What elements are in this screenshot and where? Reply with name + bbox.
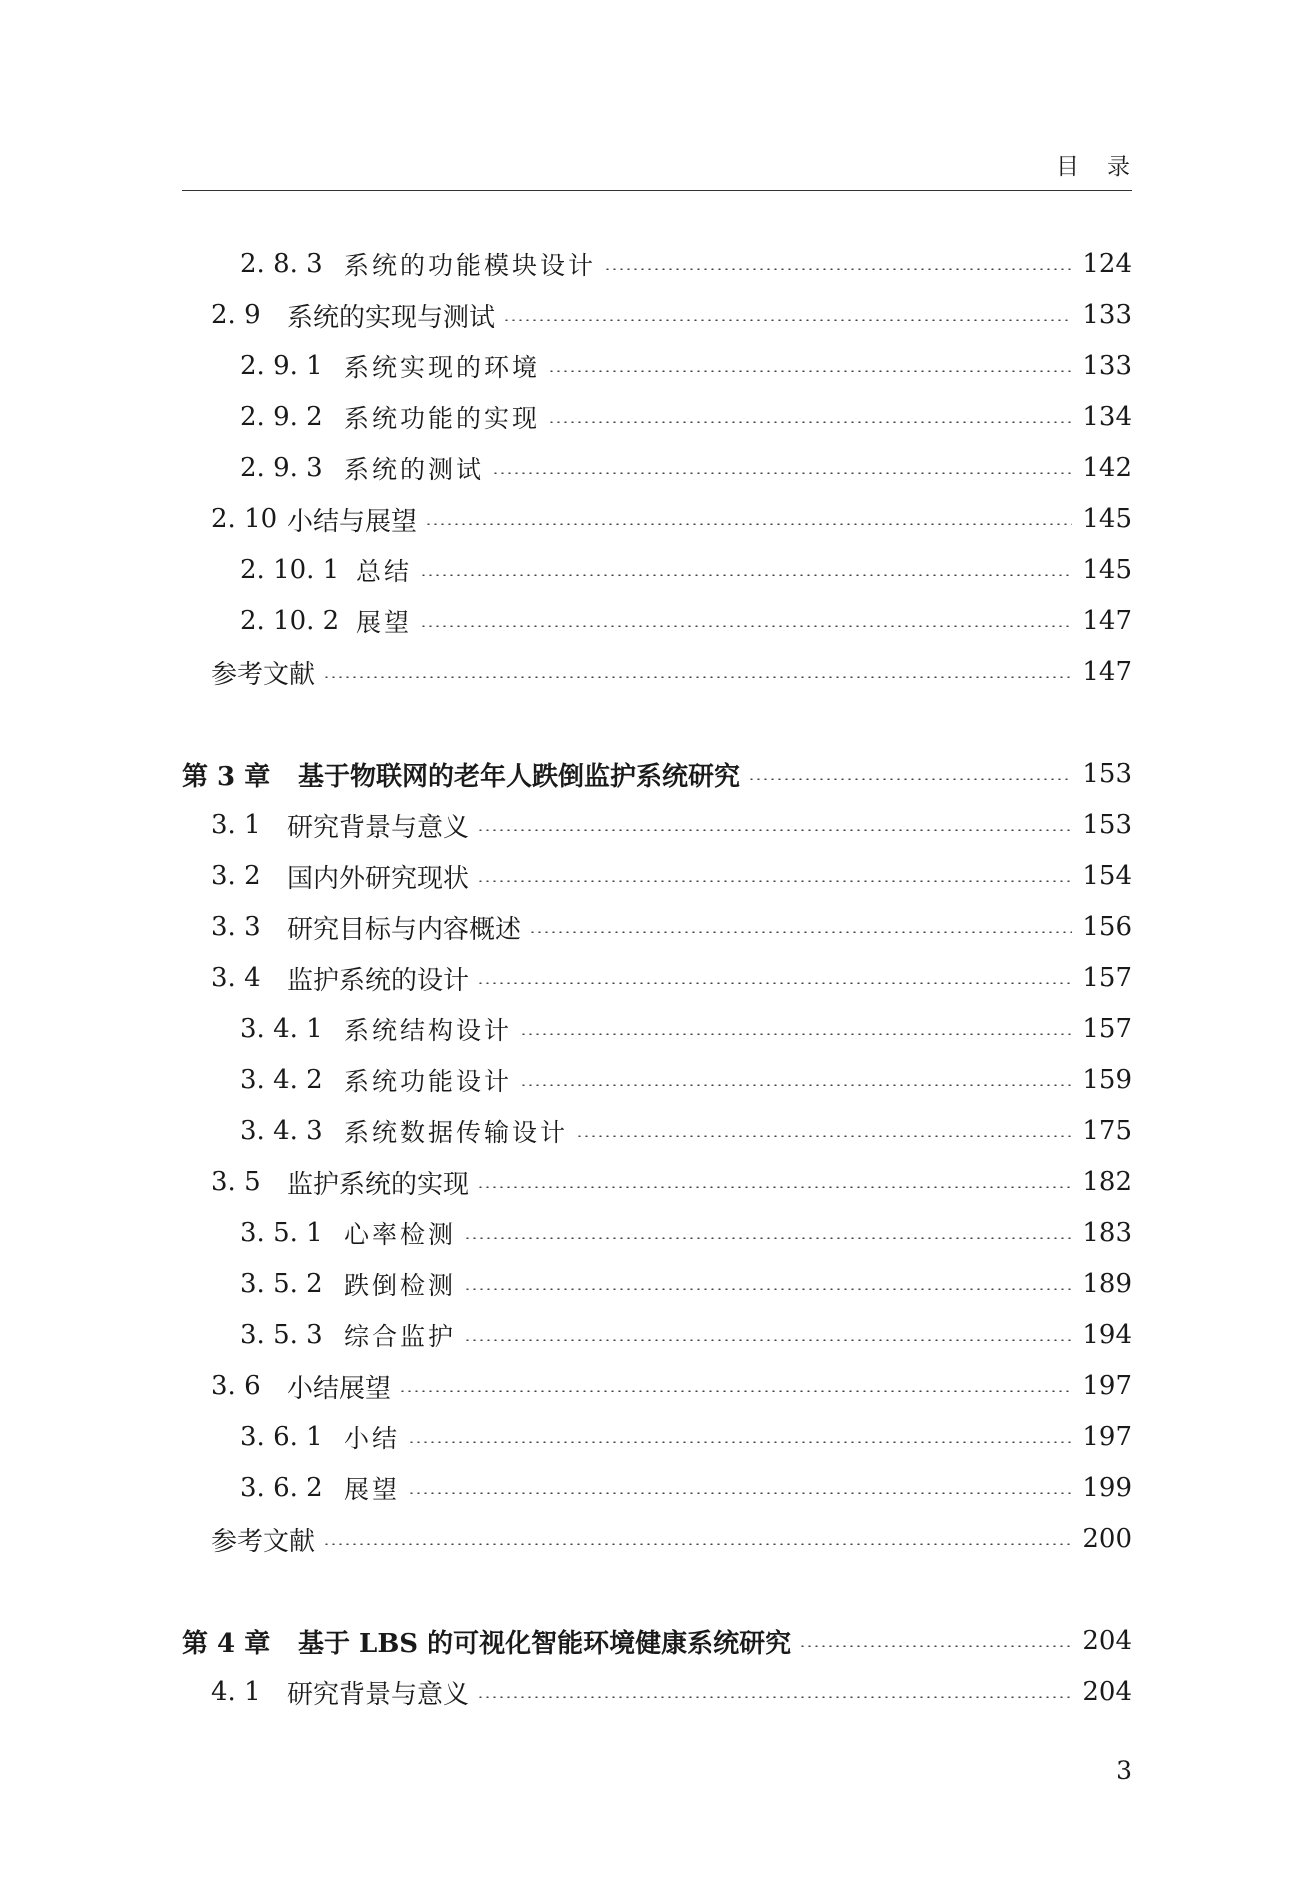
dot-leader — [477, 829, 1072, 831]
toc-entry[interactable] — [182, 1315, 1132, 1355]
toc-entry-title: 系统功能的实现 — [344, 404, 541, 433]
toc-entry[interactable] — [182, 805, 1132, 845]
dot-leader — [323, 1543, 1072, 1545]
toc-entry[interactable] — [182, 1366, 1132, 1406]
dot-leader — [420, 574, 1072, 576]
toc-entry-page: 145 — [1082, 555, 1132, 585]
dot-leader — [477, 1186, 1072, 1188]
toc-entry-page: 182 — [1082, 1167, 1132, 1197]
toc-entry-page: 157 — [1082, 1014, 1132, 1044]
dot-leader — [548, 370, 1072, 372]
dot-leader — [477, 880, 1072, 882]
toc-entry-page: 189 — [1082, 1269, 1132, 1299]
dot-leader — [576, 1135, 1072, 1137]
toc-entry-page: 204 — [1082, 1626, 1132, 1656]
toc-entry-number: 3. 5. 2 — [240, 1269, 323, 1299]
toc-entry-title: 系统数据传输设计 — [344, 1118, 569, 1147]
dot-leader — [425, 523, 1072, 525]
toc-entry-number: 3. 2 — [211, 861, 261, 891]
toc-entry-title: 基于物联网的老年人跌倒监护系统研究 — [298, 761, 741, 792]
toc-entry[interactable] — [182, 397, 1132, 437]
toc-entry-page: 147 — [1082, 657, 1132, 687]
toc-entry-number: 2. 9. 3 — [240, 453, 323, 483]
toc-entry[interactable] — [182, 244, 1132, 284]
toc-entry-page: 153 — [1082, 759, 1132, 789]
dot-leader — [748, 778, 1072, 780]
toc-entry-title: 研究背景与意义 — [287, 1679, 470, 1710]
dot-leader — [323, 676, 1072, 678]
toc-entry-number: 3. 4. 3 — [240, 1116, 323, 1146]
toc-entry-page: 153 — [1082, 810, 1132, 840]
toc-entry-title: 小结与展望 — [287, 506, 418, 537]
toc-entry-title: 系统实现的环境 — [344, 353, 541, 382]
toc-entry-number: 3. 4. 1 — [240, 1014, 323, 1044]
toc-entry-page: 156 — [1082, 912, 1132, 942]
toc-entry-page: 194 — [1082, 1320, 1132, 1350]
toc-entry[interactable] — [182, 1519, 1132, 1559]
toc-entry-title: 综合监护 — [344, 1322, 457, 1351]
toc-entry[interactable] — [182, 1213, 1132, 1253]
dot-leader — [464, 1237, 1072, 1239]
toc-entry-number: 3. 1 — [211, 810, 261, 840]
toc-entry[interactable] — [182, 958, 1132, 998]
toc-entry-page: 145 — [1082, 504, 1132, 534]
toc-entry[interactable] — [182, 499, 1132, 539]
dot-leader — [548, 421, 1072, 423]
toc-entry-title: 研究背景与意义 — [287, 812, 470, 843]
header-title: 目录 — [1056, 154, 1158, 180]
toc-entry-title: 总结 — [356, 557, 413, 586]
toc-entry-page: 147 — [1082, 606, 1132, 636]
dot-leader — [477, 982, 1072, 984]
toc-entry-title: 系统功能设计 — [344, 1067, 513, 1096]
toc-entry-title: 展望 — [344, 1475, 401, 1504]
dot-leader — [464, 1339, 1072, 1341]
toc-entry[interactable] — [182, 1468, 1132, 1508]
toc-entry-page: 157 — [1082, 963, 1132, 993]
toc-entry-number: 2. 9 — [211, 300, 261, 330]
toc-entry-page: 133 — [1082, 351, 1132, 381]
toc-entry[interactable] — [182, 1417, 1132, 1457]
toc-entry-page: 154 — [1082, 861, 1132, 891]
toc-entry[interactable] — [182, 652, 1132, 692]
toc-entry-number: 3. 4 — [211, 963, 261, 993]
toc-entry-number: 3. 6. 2 — [240, 1473, 323, 1503]
toc-entry-number: 3. 6 — [211, 1371, 261, 1401]
toc-entry-number: 3. 6. 1 — [240, 1422, 323, 1452]
toc-entry[interactable] — [182, 1009, 1132, 1049]
toc-entry[interactable] — [182, 1162, 1132, 1202]
toc-entry-page: 159 — [1082, 1065, 1132, 1095]
toc-entry-number: 2. 9. 1 — [240, 351, 323, 381]
toc-entry-title: 监护系统的设计 — [287, 965, 470, 996]
toc-entry[interactable] — [182, 295, 1132, 335]
toc-entry-title: 系统的实现与测试 — [287, 302, 496, 333]
toc-entry-title: 系统结构设计 — [344, 1016, 513, 1045]
toc-entry-page: 175 — [1082, 1116, 1132, 1146]
dot-leader — [420, 625, 1072, 627]
toc-entry[interactable] — [182, 1264, 1132, 1304]
toc-entry-title: 国内外研究现状 — [287, 863, 470, 894]
toc-entry[interactable] — [182, 346, 1132, 386]
dot-leader — [520, 1033, 1072, 1035]
dot-leader — [408, 1441, 1072, 1443]
toc-entry-number: 2. 10 — [211, 504, 278, 534]
toc-entry-number: 3. 3 — [211, 912, 261, 942]
toc-entry-title: 展望 — [356, 608, 413, 637]
toc-entry-number: 3. 4. 2 — [240, 1065, 323, 1095]
toc-entry-number: 2. 10. 2 — [240, 606, 340, 636]
toc-entry-page: 197 — [1082, 1371, 1132, 1401]
toc-chapter-entry[interactable] — [182, 754, 1132, 794]
running-header — [182, 142, 1158, 191]
toc-entry[interactable] — [182, 448, 1132, 488]
dot-leader — [799, 1645, 1072, 1647]
toc-entry-page: 124 — [1082, 249, 1132, 279]
toc-entry-number: 第 4 章 — [182, 1628, 271, 1659]
toc-entry-page: 197 — [1082, 1422, 1132, 1452]
toc-entry-number: 3. 5. 1 — [240, 1218, 323, 1248]
toc-entry[interactable] — [182, 1672, 1132, 1712]
toc-entry-title: 跌倒检测 — [344, 1271, 457, 1300]
dot-leader — [399, 1390, 1072, 1392]
toc-entry-number: 3. 5. 3 — [240, 1320, 323, 1350]
toc-entry-title: 监护系统的实现 — [287, 1169, 470, 1200]
toc-entry-page: 183 — [1082, 1218, 1132, 1248]
dot-leader — [503, 319, 1072, 321]
toc-entry-title: 基于 LBS 的可视化智能环境健康系统研究 — [298, 1628, 792, 1659]
toc-entry-title: 系统的测试 — [344, 455, 485, 484]
toc-entry[interactable] — [182, 1111, 1132, 1151]
page-number: 3 — [1116, 1756, 1132, 1785]
toc-entry-number: 4. 1 — [211, 1677, 261, 1707]
dot-leader — [529, 931, 1072, 933]
toc-entry-page: 200 — [1082, 1524, 1132, 1554]
toc-entry-title: 参考文献 — [211, 659, 316, 690]
toc-entry-number: 3. 5 — [211, 1167, 261, 1197]
dot-leader — [464, 1288, 1072, 1290]
toc-entry-title: 系统的功能模块设计 — [344, 251, 597, 280]
toc-entry-page: 204 — [1082, 1677, 1132, 1707]
toc-entry-number: 2. 8. 3 — [240, 249, 323, 279]
toc-entry[interactable] — [182, 1060, 1132, 1100]
dot-leader — [477, 1696, 1072, 1698]
dot-leader — [520, 1084, 1072, 1086]
toc-entry-title: 小结展望 — [287, 1373, 392, 1404]
toc-entry-title: 小结 — [344, 1424, 401, 1453]
toc-entry[interactable] — [182, 550, 1132, 590]
toc-entry-number: 第 3 章 — [182, 761, 271, 792]
dot-leader — [604, 268, 1072, 270]
toc-chapter-entry[interactable] — [182, 1621, 1132, 1661]
toc-entry-page: 142 — [1082, 453, 1132, 483]
toc-entry-title: 参考文献 — [211, 1526, 316, 1557]
toc-entry-title: 研究目标与内容概述 — [287, 914, 522, 945]
toc-entry-page: 133 — [1082, 300, 1132, 330]
dot-leader — [492, 472, 1072, 474]
toc-entry[interactable] — [182, 856, 1132, 896]
toc-entry-number: 2. 9. 2 — [240, 402, 323, 432]
toc-entry-number: 2. 10. 1 — [240, 555, 340, 585]
toc-entry[interactable] — [182, 601, 1132, 641]
toc-entry[interactable] — [182, 907, 1132, 947]
toc-entry-page: 134 — [1082, 402, 1132, 432]
dot-leader — [408, 1492, 1072, 1494]
toc-entry-page: 199 — [1082, 1473, 1132, 1503]
toc-entry-title: 心率检测 — [344, 1220, 457, 1249]
